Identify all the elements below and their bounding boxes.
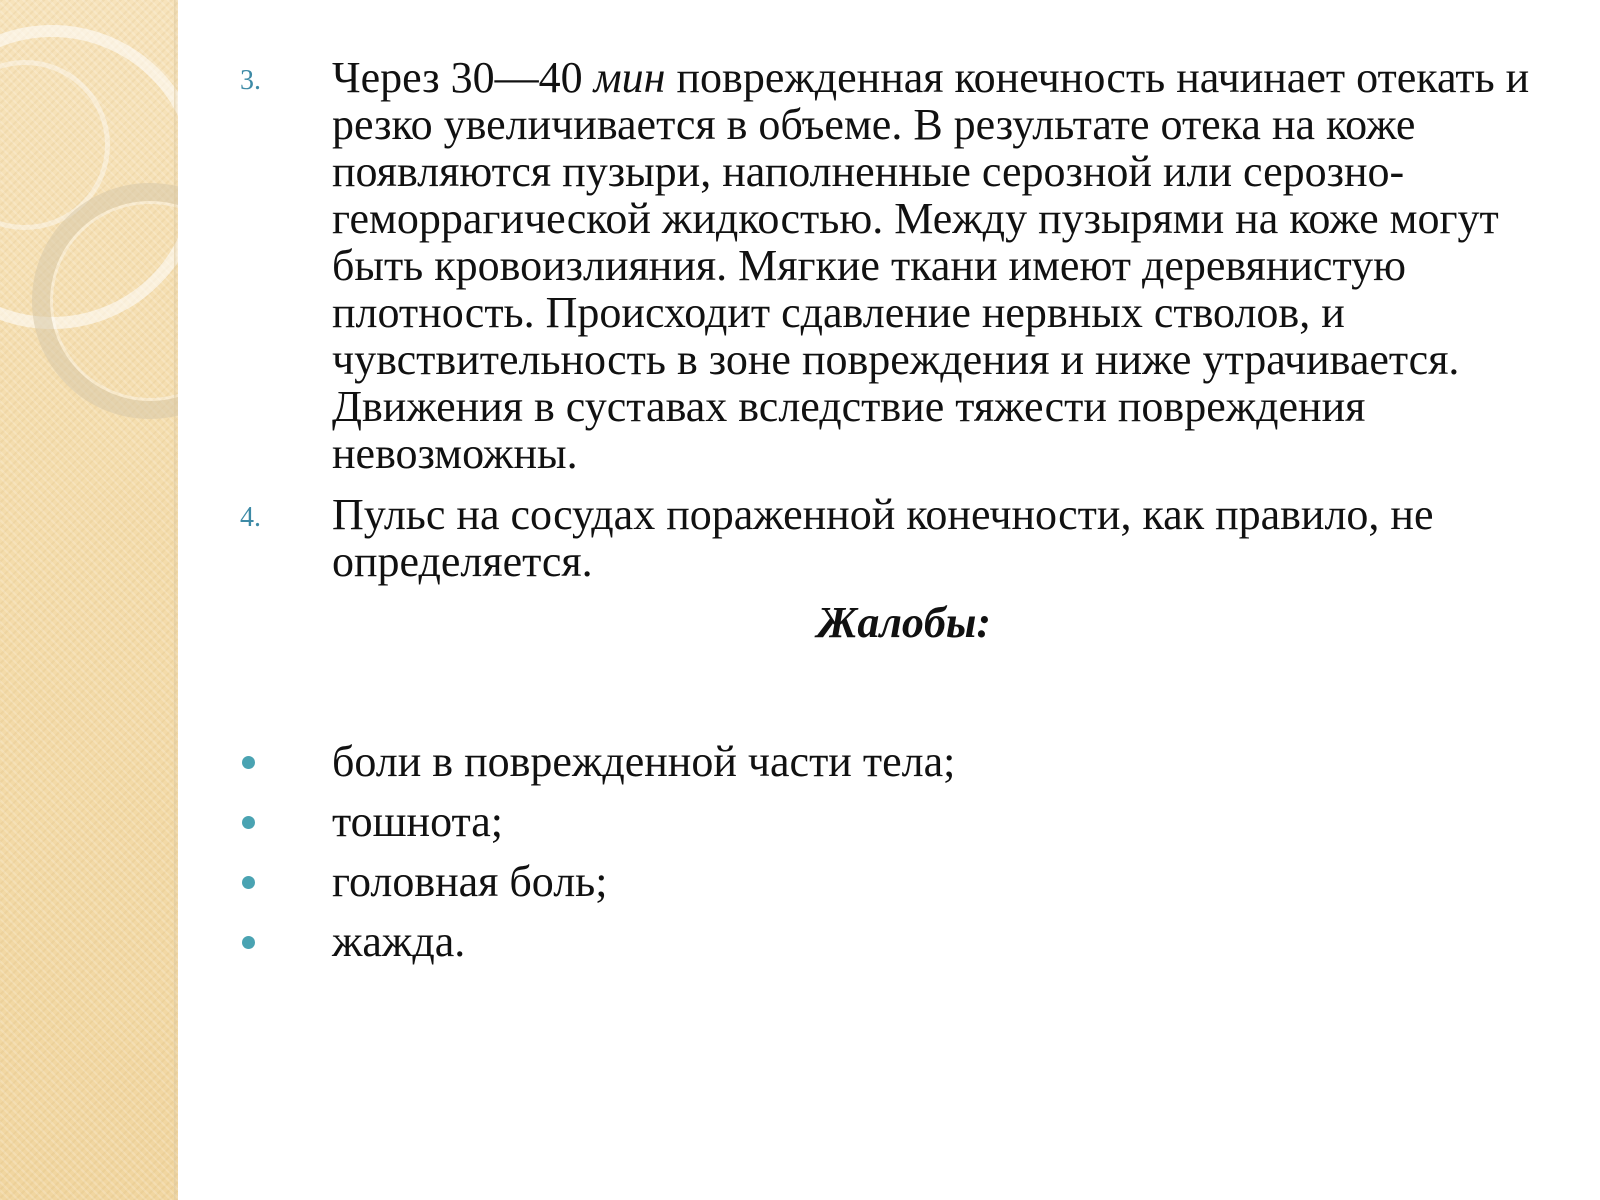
numbered-item-4 (230, 491, 1530, 585)
list-number: 3. (240, 65, 261, 96)
complaints-list (230, 738, 1530, 978)
item-text: Через 30—40 мин поврежденная конечность начинает отекать и резко увеличивается в объеме. В результате отека на коже появляются пузыри, наполненные серозной или серозно-геморрагической жидкостью. Между пузырями на коже могут быть кровоизлияния. Мягкие ткани имеют деревянистую плотность. Происходит сдавление нервных стволов, и чувствительность в зоне повреждения и ниже утрачивается. Движения в суставах вследствие тяжести повреждения невозможны. (332, 53, 1530, 478)
bullet-icon (242, 936, 255, 949)
panel-edge (174, 0, 178, 1200)
numbered-item-3 (230, 54, 1530, 477)
list-item: жажда. (230, 918, 1530, 978)
bullet-icon (242, 876, 255, 889)
slide-content (230, 54, 1530, 978)
decorative-side-panel (0, 0, 178, 1200)
list-item: боли в поврежденной части тела; (230, 738, 1530, 798)
list-item: тошнота; (230, 798, 1530, 858)
item-text: Пульс на сосудах пораженной конечности, как правило, не определяется. (332, 490, 1434, 586)
bullet-icon (242, 756, 255, 769)
bullet-icon (242, 816, 255, 829)
complaints-heading: Жалобы: (816, 598, 992, 647)
list-item: головная боль; (230, 858, 1530, 918)
unit-text: мин (593, 53, 666, 102)
list-number: 4. (240, 502, 261, 533)
